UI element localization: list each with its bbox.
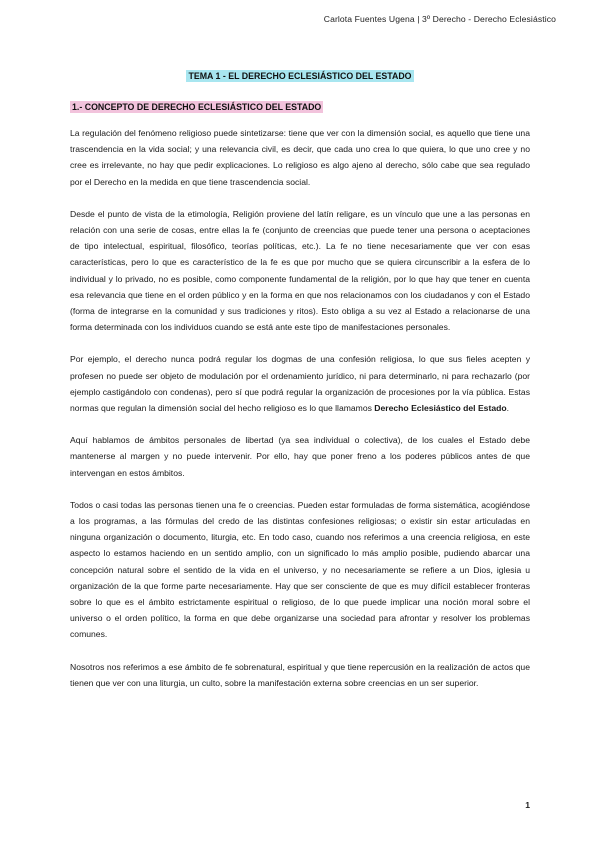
paragraph-3-text: Por ejemplo, el derecho nunca podrá regular los dogmas de una confesión religiosa, lo que sus fieles acepten y profesen no puede ser objeto de modulación por el ordenamiento jurídico, ni para determinarlo, ni para rechazarlo (por ejemplo castigándolo con condenas), pero sí que podrá regular la organización de procesiones por la vía pública. Estas normas que regulan la dimensión social del hecho religioso es lo que llamamos: [70, 354, 530, 414]
page-header: Carlota Fuentes Ugena | 3º Derecho - Derecho Eclesiástico: [323, 14, 556, 24]
document-title: TEMA 1 - EL DERECHO ECLESIÁSTICO DEL ESTADO: [188, 71, 412, 81]
bold-term: Derecho Eclesiástico del Estado: [374, 403, 507, 414]
paragraph-2: Desde el punto de vista de la etimología, Religión proviene del latín religare, es un vínculo que une a las personas en relación con una serie de cosas, entre ellas la fe (conjunto de creencias que puede tener una persona o aceptaciones de tipo intelectual, espiritual, filosófico, teorías políticas, etc.). La fe no tiene necesariamente que ver con esas características, pero lo que es característico de la fe es que por mucho que se quiera circunscribir a la esfera de lo individual y lo privado, no es posible, como componente fundamental de la religión, por lo que hay que tener en cuenta esa relevancia que tiene en el orden público y en la forma en que nos relacionamos con los ciudadanos y con el Estado (forma de integrarse en la comunidad y sus tradiciones y ritos). Esto obliga a su vez al Estado a relacionarse de una forma determinada con los individuos cuando se está ante este tipo de manifestaciones personales.: [70, 208, 530, 333]
section-heading: 1.- CONCEPTO DE DERECHO ECLESIÁSTICO DEL ESTADO: [72, 102, 322, 112]
page-number: 1: [525, 800, 530, 810]
paragraph-3-end: .: [506, 403, 509, 414]
paragraph-6: Nosotros nos referimos a ese ámbito de fe sobrenatural, espiritual y que tiene repercusión en la realización de actos que tienen que ver con una liturgia, un culto, sobre la manifestación externa sobre creencias en un ser superior.: [70, 661, 530, 688]
title-container: [0, 66, 600, 84]
paragraph-4: Aquí hablamos de ámbitos personales de libertad (ya sea individual o colectiva), de los cuales el Estado debe mantenerse al margen y no puede intervenir. Por ello, hay que poner freno a los poderes públicos antes de que intervengan en estos ámbitos.: [70, 435, 530, 478]
document-body: [70, 125, 530, 707]
paragraph-1: La regulación del fenómeno religioso puede sintetizarse: tiene que ver con la dimensión social, es aquello que tiene una trascendencia en la vida social; y una relevancia civil, es decir, que cada uno crea lo que quiera, lo que uno cree y no cree es irrelevante, no hay que pedir explicaciones. Lo religioso es algo ajeno al derecho, sólo cabe que sea regulado por el Derecho en la medida en que tiene trascendencia social.: [70, 128, 530, 187]
paragraph-3: [70, 351, 530, 416]
section-container: [70, 97, 323, 115]
paragraph-5: Todos o casi todas las personas tienen una fe o creencias. Pueden estar formuladas de forma sistemática, acogiéndose a los programas, a las fórmulas del credo de las distintas confesiones religiosas; o existir sin estar articuladas en ninguna organización o documento, liturgia, etc. En todo caso, cuando nos referimos a una creencia religiosa, en este aspecto lo estamos haciendo en un sentido amplio, con un significado lo más amplio posible, pudiendo abarcar una concepción natural sobre el sentido de la vida en el universo, y no necesariamente se refiere a un Dios, iglesia u organización de la que forme parte necesariamente. Hay que ser consciente de que es muy difícil establecer fronteras sobre lo que es el ámbito estrictamente espiritual o religioso, de lo que puede implicar una noción moral sobre el universo o el orden político, la forma en que debe organizarse una sociedad para afrontar y resolver los problemas comunes.: [70, 499, 530, 640]
